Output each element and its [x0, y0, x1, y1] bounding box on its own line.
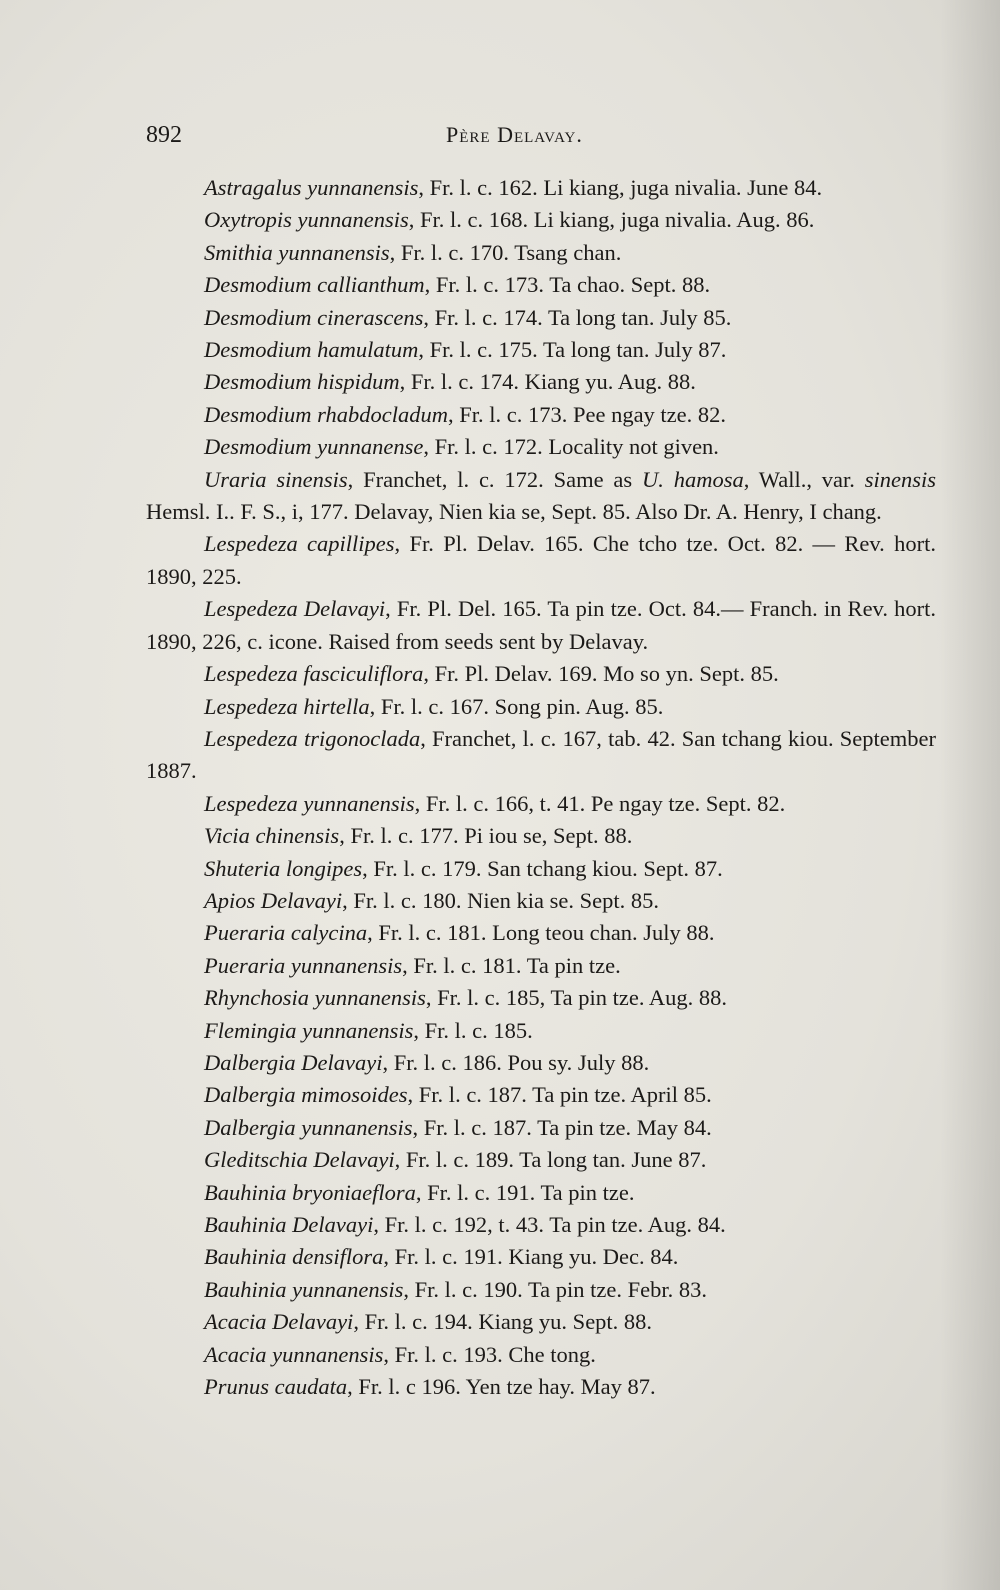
species-name: Prunus caudata — [204, 1374, 348, 1400]
species-name: Dalbergia mimosoides — [204, 1082, 408, 1108]
list-item — [146, 1047, 936, 1079]
species-name: Lespedeza hirtella — [204, 693, 370, 719]
entry-text: , Fr. l. c. 179. San tchang kiou. Sept. 87. — [362, 855, 723, 881]
list-item — [146, 334, 936, 366]
species-name: Apios Delavayi — [204, 887, 343, 913]
entry-text: , Fr. l. c. 173. Ta chao. Sept. 88. — [424, 272, 711, 298]
entry-text: , Fr. l. c. 187. Ta pin tze. April 85. — [407, 1082, 712, 1108]
list-item — [146, 723, 936, 788]
entry-text: , Fr. l. c. 186. Pou sy. July 88. — [382, 1049, 650, 1075]
list-item — [146, 1306, 936, 1338]
list-item — [146, 658, 936, 690]
list-item — [146, 593, 936, 658]
list-item — [146, 366, 936, 398]
list-item — [146, 464, 936, 529]
species-name: Vicia chinensis — [204, 823, 340, 849]
list-item — [146, 1177, 936, 1209]
species-name: Uraria sinensis — [204, 466, 348, 492]
list-item — [146, 950, 936, 982]
entry-text: , Fr. l. c. 185. — [413, 1017, 533, 1043]
list-item — [146, 1112, 936, 1144]
species-name: Desmodium rhabdocladum — [204, 401, 448, 427]
species-name: Lespedeza capillipes — [204, 531, 395, 557]
species-name: Gleditschia Delavayi — [204, 1147, 395, 1173]
list-item — [146, 820, 936, 852]
species-name: Acacia yunnanensis — [204, 1341, 384, 1367]
species-name: Smithia yunnanensis — [204, 239, 390, 265]
species-list — [146, 172, 936, 1403]
list-item — [146, 1015, 936, 1047]
entry-text: , Fr. l. c. 174. Ta long tan. July 85. — [423, 304, 732, 330]
list-item — [146, 204, 936, 236]
species-name: Astragalus yunnanensis — [204, 175, 419, 200]
entry-text: , Fr. l. c. 172. Locality not given. — [423, 434, 719, 460]
list-item — [146, 885, 936, 917]
list-item — [146, 237, 936, 269]
entry-text: , Fr. l. c. 187. Ta pin tze. May 84. — [412, 1114, 712, 1140]
species-name: Bauhinia densiflora — [204, 1244, 384, 1270]
entry-text: , Fr. l. c. 181. Ta pin tze. — [402, 952, 621, 978]
entry-text: , Fr. l. c. 185, Ta pin tze. Aug. 88. — [425, 985, 727, 1011]
entry-text: , Fr. l. c. 181. Long teou chan. July 88. — [367, 920, 715, 946]
species-name: U. hamosa — [642, 466, 744, 492]
list-item — [146, 399, 936, 431]
list-item — [146, 269, 936, 301]
entry-text: , Fr. Pl. Delav. 165. Che tcho tze. Oct. 82. — Rev. hort. 1890, 225. — [146, 531, 936, 589]
list-item — [146, 982, 936, 1014]
species-name: Desmodium hamulatum — [204, 337, 419, 363]
entry-text: , Fr. l. c. 191. Ta pin tze. — [415, 1179, 635, 1205]
species-name: Pueraria yunnanensis — [204, 952, 403, 978]
entry-text: , Fr. l. c. 189. Ta long tan. June 87. — [394, 1147, 707, 1173]
list-item — [146, 1371, 936, 1403]
species-name: Bauhinia yunnanensis — [204, 1276, 404, 1302]
species-name: Oxytropis yunnanensis — [204, 207, 409, 233]
species-name: Lespedeza fasciculiflora — [204, 661, 424, 687]
entry-text: , Fr. l. c. 162. Li kiang, juga nivalia. June 84. — [418, 175, 823, 200]
species-name: Lespedeza trigonoclada — [204, 725, 421, 751]
list-item — [146, 788, 936, 820]
list-item — [146, 1339, 936, 1371]
page-header — [146, 122, 936, 156]
list-item — [146, 853, 936, 885]
entry-text: , Fr. l. c. 192, t. 43. Ta pin tze. Aug. 84. — [373, 1212, 726, 1237]
entry-text: , Fr. l. c. 170. Tsang chan. — [389, 239, 622, 265]
species-name: Desmodium hispidum — [204, 369, 400, 395]
species-name: sinensis — [864, 466, 936, 492]
list-item — [146, 1209, 936, 1241]
list-item — [146, 172, 936, 204]
entry-text: , Fr. l. c. 167. Song pin. Aug. 85. — [369, 693, 664, 719]
list-item — [146, 1079, 936, 1111]
entry-text: , Fr. l. c. 190. Ta pin tze. Febr. 83. — [403, 1276, 707, 1302]
species-name: Shuteria longipes — [204, 855, 363, 881]
species-name: Desmodium callianthum — [204, 272, 425, 298]
entry-text: , Fr. l. c. 175. Ta long tan. July 87. — [418, 337, 727, 363]
species-name: Flemingia yunnanensis — [204, 1017, 414, 1043]
entry-text: , Fr. Pl. Delav. 169. Mo so yn. Sept. 85. — [423, 661, 779, 687]
species-name: Desmodium cinerascens — [204, 304, 424, 330]
species-name: Bauhinia bryoniaeflora — [204, 1179, 416, 1205]
species-name: Bauhinia Delavayi — [204, 1212, 374, 1237]
running-head: Père Delavay. — [446, 122, 583, 147]
species-name: Acacia Delavayi — [204, 1309, 354, 1335]
entry-text: , Fr. l. c. 180. Nien kia se. Sept. 85. — [342, 887, 659, 913]
list-item — [146, 1241, 936, 1273]
list-item — [146, 302, 936, 334]
list-item — [146, 1274, 936, 1306]
entry-text: , Fr. l. c. 177. Pi iou se, Sept. 88. — [339, 823, 633, 849]
page-number: 892 — [146, 122, 182, 148]
entry-text: , Fr. Pl. Del. 165. Ta pin tze. Oct. 84.— Franch. in Rev. hort. 1890, 226, c. icone. Raised from seeds sent by Delavay. — [146, 596, 936, 654]
entry-text: , Franchet, l. c. 172. Same as — [347, 466, 642, 492]
species-name: Dalbergia Delavayi — [204, 1049, 383, 1075]
list-item — [146, 1144, 936, 1176]
list-item — [146, 917, 936, 949]
entry-text: , Fr. l. c. 193. Che tong. — [383, 1341, 596, 1367]
species-name: Lespedeza Delavayi — [204, 596, 386, 622]
species-name: Lespedeza yunnanensis — [204, 790, 415, 816]
entry-text: , Fr. l. c. 194. Kiang yu. Sept. 88. — [353, 1309, 653, 1335]
entry-text: , Fr. l. c 196. Yen tze hay. May 87. — [347, 1374, 656, 1400]
entry-text: , Fr. l. c. 191. Kiang yu. Dec. 84. — [383, 1244, 679, 1270]
entry-text: , Fr. l. c. 174. Kiang yu. Aug. 88. — [399, 369, 696, 395]
species-name: Rhynchosia yunnanensis — [204, 985, 426, 1011]
entry-text: , Wall., var. — [743, 466, 865, 492]
species-name: Pueraria calycina — [204, 920, 368, 946]
list-item — [146, 691, 936, 723]
species-name: Desmodium yunnanense — [204, 434, 424, 460]
entry-text: , Fr. l. c. 166, t. 41. Pe ngay tze. Sept. 82. — [414, 790, 786, 816]
entry-text: , Franchet, l. c. 167, tab. 42. San tchang kiou. September 1887. — [146, 725, 936, 784]
list-item — [146, 431, 936, 463]
species-name: Dalbergia yunnanensis — [204, 1114, 413, 1140]
entry-text: , Fr. l. c. 168. Li kiang, juga nivalia. Aug. 86. — [408, 207, 815, 233]
list-item — [146, 528, 936, 593]
entry-text: Hemsl. I.. F. S., i, 177. Delavay, Nien kia se, Sept. 85. Also Dr. A. Henry, I chang. — [146, 499, 882, 525]
entry-text: , Fr. l. c. 173. Pee ngay tze. 82. — [447, 401, 727, 427]
